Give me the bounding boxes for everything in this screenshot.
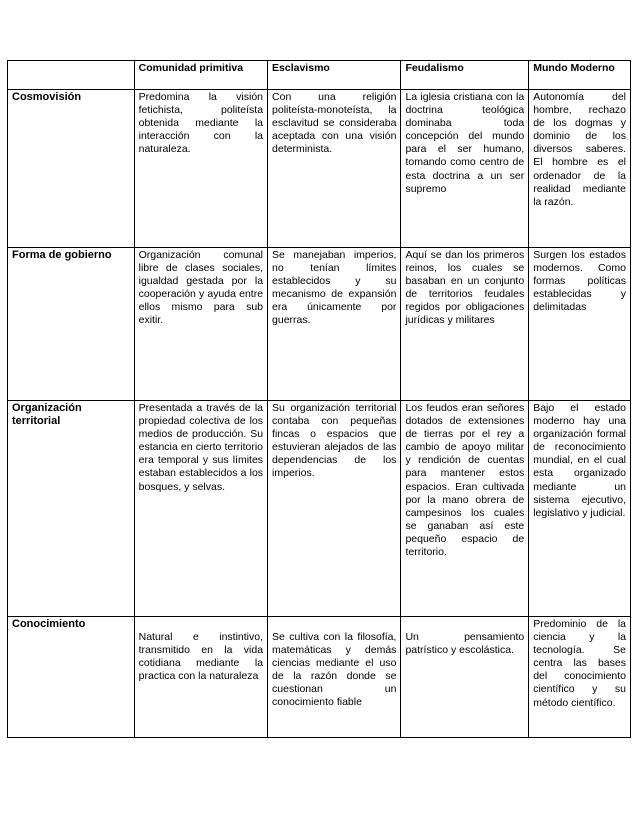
cell-territorial-comunidad: Presentada a través de la propiedad colectiva de los medios de producción. Su estancia en cierto territorio era temporal y sus límites estaban establecidos a los bosques, y selvas. [134, 401, 267, 617]
table-row-forma-gobierno [8, 248, 631, 401]
cell-conocimiento-esclavismo: Se cultiva con la filosofía, matemáticas y demás ciencias mediante el uso de la razón donde se cuestionan un conocimiento fiable [268, 617, 401, 738]
table-row-cosmovision [8, 90, 631, 248]
table-row-conocimiento [8, 617, 631, 738]
row-label-cosmovision: Cosmovisión [8, 90, 135, 248]
cell-gobierno-esclavismo: Se manejaban imperios, no tenían límites establecidos y su mecanismo de expansión era únicamente por guerras. [268, 248, 401, 401]
comparison-table [7, 60, 631, 738]
row-label-organizacion-territorial: Organización territorial [8, 401, 135, 617]
cell-conocimiento-feudalismo: Un pensamiento patrístico y escolástica. [401, 617, 529, 738]
cell-territorial-esclavismo: Su organización territorial contaba con pequeñas fincas o espacios que estuvieran alejados de las dependencias de los imperios. [268, 401, 401, 617]
cell-cosmovision-feudalismo: La iglesia cristiana con la doctrina teológica dominaba toda concepción del mundo para el ser humano, tomando como centro de esta doctrina a un ser supremo [401, 90, 529, 248]
header-empty-cell [8, 61, 135, 90]
cell-cosmovision-moderno: Autonomía del hombre, rechazo de los dogmas y dominio de los diversos saberes. El hombre es el ordenador de la realidad mediante la razón. [529, 90, 631, 248]
header-feudalismo: Feudalismo [401, 61, 529, 90]
row-label-conocimiento: Conocimiento [8, 617, 135, 738]
header-row [8, 61, 631, 90]
cell-cosmovision-esclavismo: Con una religión politeísta-monoteísta, la esclavitud se consideraba aceptada con una visión determinista. [268, 90, 401, 248]
header-esclavismo: Esclavismo [268, 61, 401, 90]
header-comunidad-primitiva: Comunidad primitiva [134, 61, 267, 90]
cell-conocimiento-comunidad: Natural e instintivo, transmitido en la vida cotidiana mediante la practica con la naturaleza [134, 617, 267, 738]
cell-territorial-moderno: Bajo el estado moderno hay una organización formal de reconocimiento mundial, en el cual esta organizado mediante un sistema ejecutivo, legislativo y judicial. [529, 401, 631, 617]
cell-cosmovision-comunidad: Predomina la visión fetichista, politeísta obtenida mediante la interacción con la naturaleza. [134, 90, 267, 248]
cell-conocimiento-moderno: Predominio de la ciencia y la tecnología. Se centra las bases del conocimiento científico y su método científico. [529, 617, 631, 738]
cell-gobierno-moderno: Surgen los estados modernos. Como formas políticas establecidas y delimitadas [529, 248, 631, 401]
header-mundo-moderno: Mundo Moderno [529, 61, 631, 90]
table-row-organizacion-territorial [8, 401, 631, 617]
row-label-forma-gobierno: Forma de gobierno [8, 248, 135, 401]
cell-gobierno-feudalismo: Aquí se dan los primeros reinos, los cuales se basaban en un conjunto de territorios feudales regidos por obligaciones jurídicas y militares [401, 248, 529, 401]
cell-gobierno-comunidad: Organización comunal libre de clases sociales, igualdad gestada por la cooperación y ayuda entre ellos mismo para sub exitir. [134, 248, 267, 401]
cell-territorial-feudalismo: Los feudos eran señores dotados de extensiones de tierras por el rey a cambio de apoyo militar y rendición de cuentas para mantener estos espacios. Eran cultivada por la mano obrera de campesinos los cuales se ganaban así este pequeño espacio de territorio. [401, 401, 529, 617]
